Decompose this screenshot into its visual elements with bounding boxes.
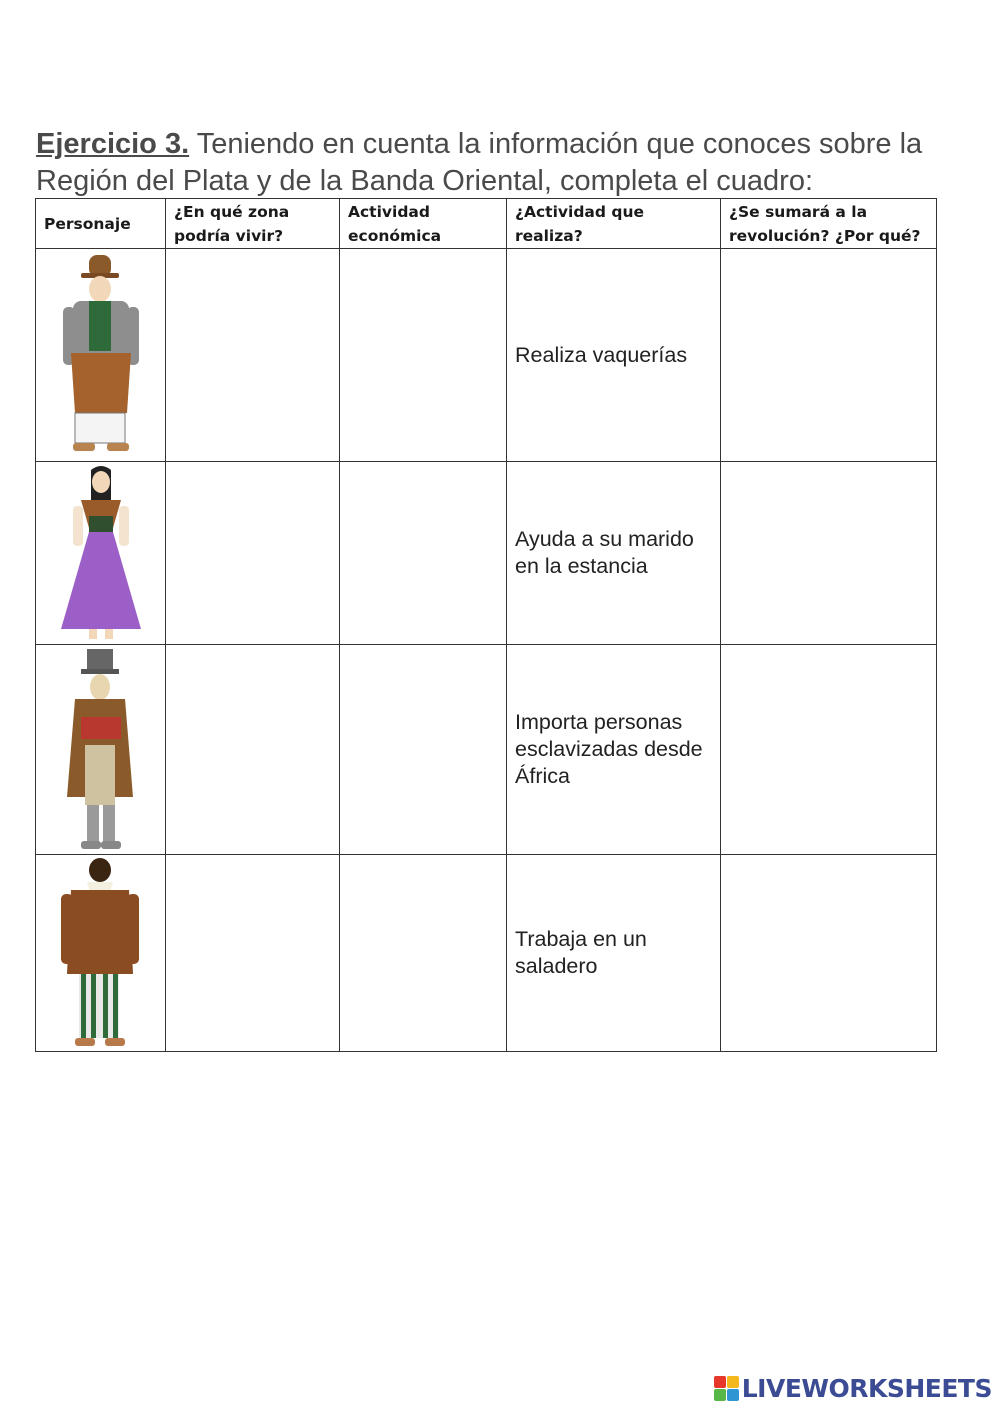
- table-row: [36, 645, 937, 855]
- economy-answer-cell[interactable]: [340, 855, 507, 1052]
- zone-answer-cell[interactable]: [166, 462, 340, 645]
- zone-answer-cell[interactable]: [166, 855, 340, 1052]
- worksheet-table: [35, 198, 937, 1052]
- figure-cell: [36, 645, 166, 855]
- figure-cell: [36, 855, 166, 1052]
- logo-square-green: [714, 1389, 726, 1401]
- zone-answer-cell[interactable]: [166, 645, 340, 855]
- header-revolucion: ¿Se sumará a la revolución? ¿Por qué?: [721, 199, 937, 249]
- revolution-answer-cell[interactable]: [721, 645, 937, 855]
- revolution-answer-cell[interactable]: [721, 462, 937, 645]
- header-zona: ¿En qué zona podría vivir?: [166, 199, 340, 249]
- logo-square-yellow: [727, 1376, 739, 1388]
- exercise-label: Ejercicio 3.: [36, 128, 190, 160]
- table-row: [36, 249, 937, 462]
- activity-cell: Trabaja en un saladero: [507, 855, 721, 1052]
- header-row: [36, 199, 937, 249]
- header-actividad-economica: Actividad económica: [340, 199, 507, 249]
- logo-square-red: [714, 1376, 726, 1388]
- economy-answer-cell[interactable]: [340, 645, 507, 855]
- liveworksheets-logo-icon: [714, 1376, 739, 1401]
- logo-square-blue: [727, 1389, 739, 1401]
- liveworksheets-brand: [714, 1374, 992, 1403]
- instruction-text: [36, 126, 966, 200]
- header-actividad-realiza: ¿Actividad que realiza?: [507, 199, 721, 249]
- figure-cell: [36, 249, 166, 462]
- activity-cell: Realiza vaquerías: [507, 249, 721, 462]
- woman-purple-dress-icon: [51, 464, 151, 642]
- merchant-top-hat-icon: [51, 647, 151, 852]
- economy-answer-cell[interactable]: [340, 249, 507, 462]
- economy-answer-cell[interactable]: [340, 462, 507, 645]
- zone-answer-cell[interactable]: [166, 249, 340, 462]
- liveworksheets-wordmark: LIVEWORKSHEETS: [741, 1374, 992, 1403]
- gaucho-icon: [51, 253, 151, 458]
- header-personaje: Personaje: [36, 199, 166, 249]
- figure-cell: [36, 462, 166, 645]
- table-row: [36, 855, 937, 1052]
- saladero-worker-icon: [51, 856, 151, 1051]
- activity-cell: Importa personas esclavizadas desde África: [507, 645, 721, 855]
- revolution-answer-cell[interactable]: [721, 855, 937, 1052]
- activity-cell: Ayuda a su marido en la estancia: [507, 462, 721, 645]
- revolution-answer-cell[interactable]: [721, 249, 937, 462]
- table-row: [36, 462, 937, 645]
- instruction-body: Teniendo en cuenta la información que conoces sobre la Región del Plata y de la Banda Oriental, completa el cuadro:: [36, 128, 923, 197]
